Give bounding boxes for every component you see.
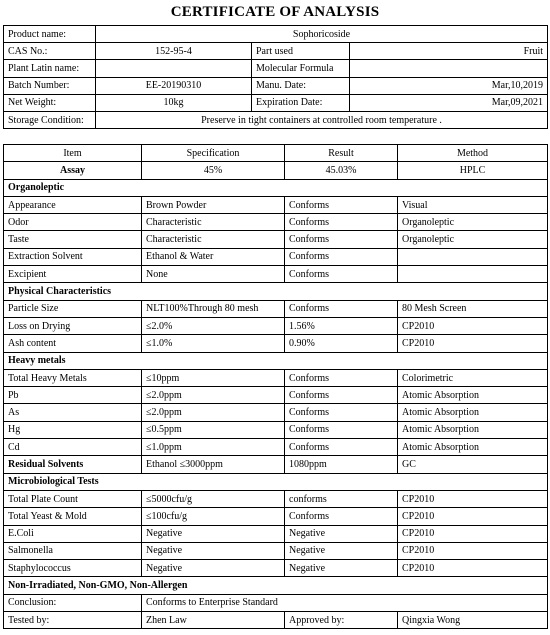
approved-by-label: Approved by: bbox=[285, 612, 398, 629]
test-specification: Ethanol & Water bbox=[142, 248, 285, 265]
section-heading: Physical Characteristics bbox=[4, 283, 548, 300]
test-method: Visual bbox=[398, 196, 548, 213]
test-row bbox=[4, 214, 548, 231]
section-heading-row bbox=[4, 283, 548, 300]
latin-name-value bbox=[96, 60, 252, 77]
test-row bbox=[4, 439, 548, 456]
test-row bbox=[4, 317, 548, 334]
test-specification: Negative bbox=[142, 542, 285, 559]
test-item: As bbox=[4, 404, 142, 421]
test-item: Appearance bbox=[4, 196, 142, 213]
tested-by-label: Tested by: bbox=[4, 612, 142, 629]
test-row bbox=[4, 387, 548, 404]
test-item: Hg bbox=[4, 421, 142, 438]
manu-date-label: Manu. Date: bbox=[252, 77, 350, 94]
test-item: Taste bbox=[4, 231, 142, 248]
info-row-latin bbox=[4, 60, 548, 77]
test-row bbox=[4, 196, 548, 213]
info-row-batch bbox=[4, 77, 548, 94]
document-title: CERTIFICATE OF ANALYSIS bbox=[170, 4, 380, 20]
test-specification: ≤0.5ppm bbox=[142, 421, 285, 438]
test-result: Conforms bbox=[285, 404, 398, 421]
test-method: CP2010 bbox=[398, 508, 548, 525]
test-result: 0.90% bbox=[285, 335, 398, 352]
test-row bbox=[4, 508, 548, 525]
cas-label: CAS No.: bbox=[4, 43, 96, 60]
test-result: Conforms bbox=[285, 231, 398, 248]
test-item: Odor bbox=[4, 214, 142, 231]
test-item: Ash content bbox=[4, 335, 142, 352]
net-weight-value: 10kg bbox=[96, 94, 252, 111]
test-method: 80 Mesh Screen bbox=[398, 300, 548, 317]
test-result: Conforms bbox=[285, 369, 398, 386]
residual-result: 1080ppm bbox=[285, 456, 398, 473]
organoleptic-section bbox=[4, 179, 548, 283]
section-heading: Heavy metals bbox=[4, 352, 548, 369]
test-method: CP2010 bbox=[398, 542, 548, 559]
test-specification: None bbox=[142, 266, 285, 283]
molecular-formula-label: Molecular Formula bbox=[252, 60, 350, 77]
assay-item: Assay bbox=[4, 162, 142, 179]
header-specification: Specification bbox=[142, 145, 285, 162]
storage-value: Preserve in tight containers at controlled room temperature . bbox=[96, 111, 548, 128]
residual-spec: Ethanol ≤3000ppm bbox=[142, 456, 285, 473]
test-specification: Negative bbox=[142, 525, 285, 542]
info-row-cas bbox=[4, 43, 548, 60]
test-specification: Characteristic bbox=[142, 214, 285, 231]
header-method: Method bbox=[398, 145, 548, 162]
test-specification: ≤100cfu/g bbox=[142, 508, 285, 525]
part-used-value: Fruit bbox=[350, 43, 548, 60]
test-item: Salmonella bbox=[4, 542, 142, 559]
expiration-date-value: Mar,09,2021 bbox=[350, 94, 548, 111]
test-method: Atomic Absorption bbox=[398, 387, 548, 404]
test-method: Colorimetric bbox=[398, 369, 548, 386]
test-method: CP2010 bbox=[398, 335, 548, 352]
tested-by-value: Zhen Law bbox=[142, 612, 285, 629]
section-heading-row bbox=[4, 473, 548, 490]
test-specification: NLT100%Through 80 mesh bbox=[142, 300, 285, 317]
expiration-date-label: Expiration Date: bbox=[252, 94, 350, 111]
test-method: CP2010 bbox=[398, 560, 548, 577]
batch-label: Batch Number: bbox=[4, 77, 96, 94]
part-used-label: Part used bbox=[252, 43, 350, 60]
header-result: Result bbox=[285, 145, 398, 162]
test-row bbox=[4, 266, 548, 283]
test-row bbox=[4, 335, 548, 352]
test-result: Negative bbox=[285, 542, 398, 559]
test-result: Conforms bbox=[285, 248, 398, 265]
test-result: Conforms bbox=[285, 387, 398, 404]
test-result: Conforms bbox=[285, 196, 398, 213]
test-row bbox=[4, 231, 548, 248]
test-result: Conforms bbox=[285, 266, 398, 283]
heavy-metals-section bbox=[4, 352, 548, 456]
assay-spec: 45% bbox=[142, 162, 285, 179]
test-specification: ≤1.0% bbox=[142, 335, 285, 352]
test-method: Atomic Absorption bbox=[398, 404, 548, 421]
test-method: Organoleptic bbox=[398, 231, 548, 248]
test-specification: ≤2.0ppm bbox=[142, 404, 285, 421]
header-item: Item bbox=[4, 145, 142, 162]
test-item: Total Plate Count bbox=[4, 490, 142, 507]
test-result: Conforms bbox=[285, 439, 398, 456]
section-heading-row bbox=[4, 179, 548, 196]
residual-item: Residual Solvents bbox=[4, 456, 142, 473]
residual-method: GC bbox=[398, 456, 548, 473]
assay-result: 45.03% bbox=[285, 162, 398, 179]
section-heading: Organoleptic bbox=[4, 179, 548, 196]
test-row bbox=[4, 300, 548, 317]
test-row bbox=[4, 560, 548, 577]
test-specification: ≤10ppm bbox=[142, 369, 285, 386]
test-specification: Negative bbox=[142, 560, 285, 577]
test-method: Atomic Absorption bbox=[398, 439, 548, 456]
test-row bbox=[4, 490, 548, 507]
test-result: Conforms bbox=[285, 214, 398, 231]
test-item: Particle Size bbox=[4, 300, 142, 317]
info-row-product bbox=[4, 26, 548, 43]
assay-row bbox=[4, 162, 548, 179]
info-row-weight bbox=[4, 94, 548, 111]
conclusion-row bbox=[4, 594, 548, 611]
section-heading: Microbiological Tests bbox=[4, 473, 548, 490]
test-result: 1.56% bbox=[285, 317, 398, 334]
product-name-label: Product name: bbox=[4, 26, 96, 43]
test-item: Cd bbox=[4, 439, 142, 456]
molecular-formula-value bbox=[350, 60, 548, 77]
test-result: conforms bbox=[285, 490, 398, 507]
test-method: CP2010 bbox=[398, 490, 548, 507]
test-specification: ≤2.0% bbox=[142, 317, 285, 334]
test-item: E.Coli bbox=[4, 525, 142, 542]
approved-by-value: Qingxia Wong bbox=[398, 612, 548, 629]
test-row bbox=[4, 248, 548, 265]
test-result: Negative bbox=[285, 560, 398, 577]
test-row bbox=[4, 404, 548, 421]
signature-row bbox=[4, 612, 548, 629]
section-heading-row bbox=[4, 352, 548, 369]
manu-date-value: Mar,10,2019 bbox=[350, 77, 548, 94]
cas-value: 152-95-4 bbox=[96, 43, 252, 60]
analysis-header-row bbox=[4, 145, 548, 162]
test-method: Atomic Absorption bbox=[398, 421, 548, 438]
test-result: Conforms bbox=[285, 421, 398, 438]
statement-row bbox=[4, 577, 548, 594]
test-row bbox=[4, 525, 548, 542]
test-method: Organoleptic bbox=[398, 214, 548, 231]
conclusion-value: Conforms to Enterprise Standard bbox=[142, 594, 548, 611]
test-item: Pb bbox=[4, 387, 142, 404]
test-item: Extraction Solvent bbox=[4, 248, 142, 265]
info-row-storage bbox=[4, 111, 548, 128]
test-method bbox=[398, 266, 548, 283]
test-result: Negative bbox=[285, 525, 398, 542]
microbiological-section bbox=[4, 473, 548, 577]
assay-method: HPLC bbox=[398, 162, 548, 179]
storage-label: Storage Condition: bbox=[4, 111, 96, 128]
product-name-value: Sophoricoside bbox=[96, 26, 548, 43]
net-weight-label: Net Weight: bbox=[4, 94, 96, 111]
test-specification: ≤5000cfu/g bbox=[142, 490, 285, 507]
statement: Non-Irradiated, Non-GMO, Non-Allergen bbox=[4, 577, 548, 594]
test-method bbox=[398, 248, 548, 265]
physical-section bbox=[4, 283, 548, 352]
test-item: Excipient bbox=[4, 266, 142, 283]
test-row bbox=[4, 421, 548, 438]
test-specification: ≤2.0ppm bbox=[142, 387, 285, 404]
test-item: Loss on Drying bbox=[4, 317, 142, 334]
test-method: CP2010 bbox=[398, 525, 548, 542]
analysis-table bbox=[3, 144, 548, 629]
test-specification: Characteristic bbox=[142, 231, 285, 248]
latin-name-label: Plant Latin name: bbox=[4, 60, 96, 77]
test-specification: Brown Powder bbox=[142, 196, 285, 213]
test-result: Conforms bbox=[285, 508, 398, 525]
test-item: Total Heavy Metals bbox=[4, 369, 142, 386]
test-specification: ≤1.0ppm bbox=[142, 439, 285, 456]
residual-solvents-row bbox=[4, 456, 548, 473]
product-info-table bbox=[3, 25, 548, 129]
test-row bbox=[4, 542, 548, 559]
conclusion-label: Conclusion: bbox=[4, 594, 142, 611]
test-method: CP2010 bbox=[398, 317, 548, 334]
test-result: Conforms bbox=[285, 300, 398, 317]
batch-value: EE-20190310 bbox=[96, 77, 252, 94]
test-item: Staphylococcus bbox=[4, 560, 142, 577]
test-row bbox=[4, 369, 548, 386]
test-item: Total Yeast & Mold bbox=[4, 508, 142, 525]
